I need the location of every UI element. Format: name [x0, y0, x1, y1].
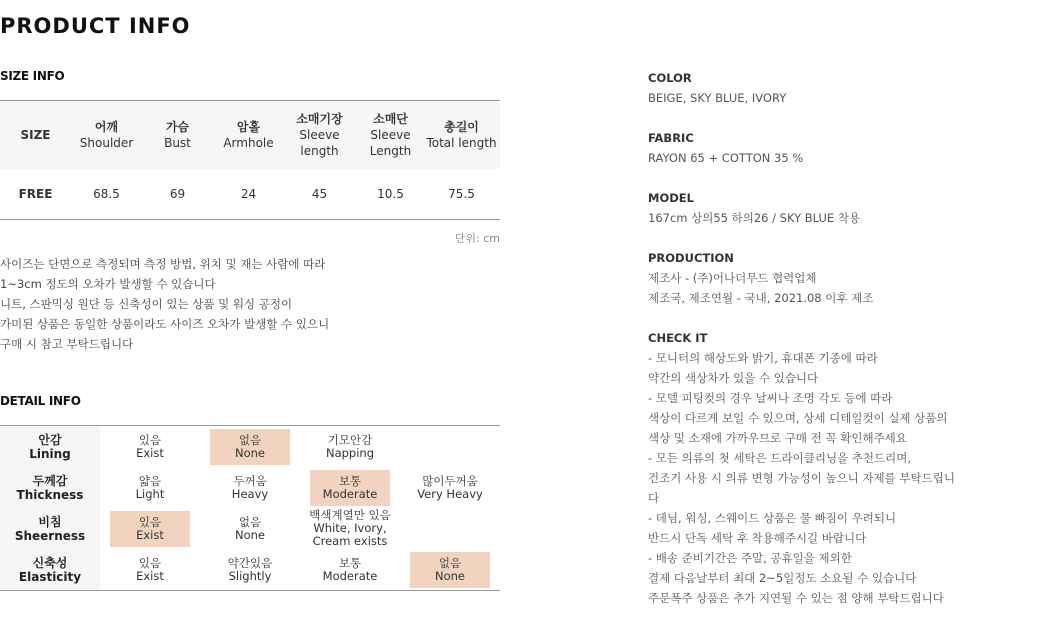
option-en: None [234, 445, 265, 460]
label-ko: 두께감 [32, 473, 68, 488]
detail-option-selected [210, 429, 290, 465]
block-title: CHECK IT [648, 331, 708, 345]
block-line: 색상이 다르게 보일 수 있으며, 상세 디테일컷이 실제 상품의 [648, 411, 948, 425]
check-it-block [648, 328, 1048, 608]
bust-col-header [142, 101, 213, 169]
label-ko: 비침 [38, 514, 62, 529]
col-ko: 어깨 [94, 120, 119, 134]
block-line: BEIGE, SKY BLUE, IVORY [648, 91, 787, 105]
label-ko: 신축성 [32, 555, 68, 570]
block-line: 반드시 단독 세탁 후 착용해주시길 바랍니다 [648, 531, 867, 545]
model-block [648, 188, 1048, 228]
option-en: Heavy [231, 486, 269, 501]
detail-row-sheerness [0, 508, 500, 549]
label-en: Lining [29, 446, 71, 461]
option-ko: 있음 [138, 514, 162, 529]
size-note-line: 사이즈는 단면으로 측정되며 측정 방법, 위치 및 재는 사람에 따라 [0, 257, 326, 271]
block-line: - 모든 의류의 첫 세탁은 드라이클리닝을 추천드리며, [648, 451, 912, 465]
col-ko: 암홀 [236, 120, 261, 134]
option-en: None [434, 568, 465, 583]
option-en: White, Ivory, Cream exists [312, 521, 388, 548]
option-en: Moderate [322, 486, 378, 501]
shoulder-value: 68.5 [93, 187, 120, 201]
col-ko: 가슴 [165, 120, 190, 134]
detail-row-label [0, 426, 100, 467]
col-en: Total length [426, 136, 497, 150]
detail-info-label: DETAIL INFO [0, 394, 81, 408]
detail-option [210, 511, 290, 547]
size-col-en: SIZE [20, 128, 51, 142]
option-en: Exist [136, 527, 164, 542]
block-title: MODEL [648, 191, 694, 205]
option-en: Very Heavy [417, 486, 483, 501]
bust-value: 69 [169, 187, 186, 201]
color-block [648, 68, 1048, 108]
size-note-line: 가미된 상품은 동일한 상품이라도 사이즈 오차가 발생할 수 있으니 [0, 317, 330, 331]
col-en: Bust [164, 136, 191, 150]
col-en: Sleeve length [299, 128, 340, 158]
size-col-header [0, 101, 71, 169]
option-ko: 얇음 [138, 473, 162, 488]
sleeve-length-value: 45 [311, 187, 328, 201]
size-notes [0, 254, 329, 354]
col-ko: 총길이 [444, 120, 479, 134]
option-ko: 보통 [338, 555, 362, 570]
size-note-line: 니트, 스판믹싱 원단 등 신축성이 있는 상품 및 워싱 공정이 [0, 297, 293, 311]
sleeve-cuff-col-header [355, 101, 426, 169]
detail-option [310, 429, 390, 465]
block-line: 167cm 상의55 하의26 / SKY BLUE 착용 [648, 211, 861, 225]
block-line: - 배송 준비기간은 주말, 공휴일을 제외한 [648, 551, 852, 565]
option-ko: 없음 [238, 514, 262, 529]
block-line: - 모델 피팅컷의 경우 날씨나 조명 각도 등에 따라 [648, 391, 893, 405]
option-ko: 있음 [138, 432, 162, 447]
option-ko: 있음 [138, 555, 162, 570]
detail-option [110, 429, 190, 465]
option-ko: 두꺼움 [233, 473, 267, 488]
block-line: 다 [648, 491, 660, 505]
col-en: Armhole [223, 136, 274, 150]
option-en: Exist [136, 445, 164, 460]
production-block [648, 248, 1048, 308]
size-note-line: 1~3cm 정도의 오차가 발생할 수 있습니다 [0, 277, 216, 291]
option-en: None [234, 527, 265, 542]
size-table-header [0, 101, 500, 169]
detail-option [110, 552, 190, 588]
table-row [0, 169, 500, 219]
col-ko: 소매단 [373, 112, 408, 126]
detail-row-label [0, 549, 100, 590]
option-en: Moderate [322, 568, 378, 583]
detail-row-thickness [0, 467, 500, 508]
detail-option [410, 470, 490, 506]
block-line: 결제 다음날부터 최대 2~5일정도 소요될 수 있습니다 [648, 571, 917, 585]
option-en: Slightly [228, 568, 272, 583]
product-info-column [648, 68, 1048, 628]
option-ko: 약간있음 [227, 555, 273, 570]
block-line: 건조기 사용 시 의류 변형 가능성이 높으니 자제를 부탁드립니 [648, 471, 955, 485]
option-ko: 많이두꺼움 [422, 473, 478, 488]
block-line: 제조사 - (주)어나더무드 협력업체 [648, 271, 817, 285]
block-line: 약간의 색상차가 있을 수 있습니다 [648, 371, 819, 385]
detail-option [302, 508, 398, 548]
col-en: Sleeve Length [369, 128, 412, 158]
block-line: 색상 및 소재에 가까우므로 구매 전 꼭 확인해주세요 [648, 431, 907, 445]
block-line: - 데님, 워싱, 스웨이드 상품은 물 빠짐이 우려되니 [648, 511, 897, 525]
option-en: Napping [325, 445, 375, 460]
detail-option [310, 552, 390, 588]
detail-table [0, 425, 500, 591]
block-title: FABRIC [648, 131, 694, 145]
label-en: Sheerness [14, 528, 86, 543]
block-line: RAYON 65 + COTTON 35 % [648, 151, 804, 165]
size-table [0, 100, 500, 220]
block-line: 주문폭주 상품은 추가 지연될 수 있는 점 양해 부탁드립니다 [648, 591, 944, 605]
block-title: PRODUCTION [648, 251, 734, 265]
sleeve-cuff-value: 10.5 [377, 187, 404, 201]
option-ko: 보통 [338, 473, 362, 488]
fabric-block [648, 128, 1048, 168]
label-en: Thickness [16, 487, 84, 502]
option-ko: 백색계열만 있음 [309, 508, 391, 522]
block-line: 제조국, 제조연월 - 국내, 2021.08 이후 제조 [648, 291, 874, 305]
size-note-line: 구매 시 참고 부탁드립니다 [0, 337, 134, 351]
label-en: Elasticity [18, 569, 82, 584]
shoulder-col-header [71, 101, 142, 169]
detail-option-selected [410, 552, 490, 588]
detail-option-selected [110, 511, 190, 547]
detail-row-label [0, 508, 100, 549]
option-ko: 기모안감 [327, 432, 373, 447]
label-ko: 안감 [38, 432, 62, 447]
detail-option [210, 470, 290, 506]
size-info-label: SIZE INFO [0, 69, 65, 83]
unit-note: 단위: cm [454, 232, 500, 245]
detail-option [110, 470, 190, 506]
detail-option-selected [310, 470, 390, 506]
size-value: FREE [18, 187, 53, 201]
armhole-col-header [213, 101, 284, 169]
detail-row-label [0, 467, 100, 508]
total-length-col-header [426, 101, 497, 169]
block-line: - 모니터의 해상도와 밝기, 휴대폰 기종에 따라 [648, 351, 878, 365]
detail-option [210, 552, 290, 588]
col-ko: 소매기장 [296, 112, 343, 126]
option-ko: 없음 [438, 555, 462, 570]
option-en: Light [135, 486, 165, 501]
sleeve-length-col-header [284, 101, 355, 169]
page-title: PRODUCT INFO [0, 14, 191, 38]
option-en: Exist [136, 568, 164, 583]
armhole-value: 24 [240, 187, 257, 201]
option-ko: 없음 [238, 432, 262, 447]
detail-row-elasticity [0, 549, 500, 590]
col-en: Shoulder [79, 136, 134, 150]
total-length-value: 75.5 [448, 187, 475, 201]
block-title: COLOR [648, 71, 692, 85]
detail-row-lining [0, 426, 500, 467]
